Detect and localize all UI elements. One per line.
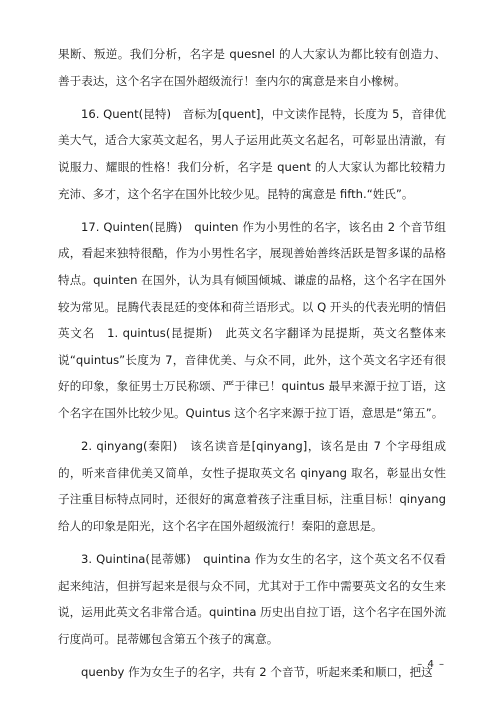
- paragraph-quent: 16. Quent(昆特) 音标为[quent]，中文读作昆特，长度为 5，音律优美大气，适合大家英文起名，男人子运用此英文名起名，可彰显出清澈，有说服力、耀眼的性格！我们分析，名字是 quent 的人大家认为都比较精力充沛、多才，这个名字在国外比较少见。昆特的寓意是 fifth.“姓氏”。: [58, 106, 446, 201]
- paragraph-quintina: 3. Quintina(昆蒂娜) quintina 作为女生的名字，这个英文名不仅看起来纯洁，但拼写起来是很与众不同，尤其对于工作中需要英文名的女生来说，运用此英文名非常合适。quintina 历史出自拉丁语，这个名字在国外流行度尚可。昆蒂娜包含第五个孩子的寓意。: [58, 552, 446, 646]
- paragraph-qinyang: 2. qinyang(秦阳) 该名读音是[qinyang]，该名是由 7 个字母组成的，听来音律优美又简单，女性子提取英文名 qinyang 取名，彰显出女性子注重目标特点同时，还很好的寓意着孩子注重目标，注重目标！qinyang 给人的印象是阳光，这个名字在国外超级流行！秦阳的意思是。: [58, 439, 446, 533]
- paragraph-quenby: quenby 作为女生子的名字，共有 2 个音节，听起来柔和顺口，把这: [81, 665, 433, 680]
- paragraph-continuation: 果断、叛逆。我们分析，名字是 quesnel 的人大家认为都比较有创造力、善于表达，这个名字在国外超级流行！奎内尔的寓意是来自小橡树。: [58, 47, 446, 88]
- body-text: [58, 41, 446, 692]
- page-number: – 4 –: [417, 659, 445, 670]
- paragraph-quinten: 17. Quinten(昆腾) quinten 作为小男性的名字，该名由 2 个音节组成，看起来独特很酷，作为小男性名字，展现善始善终活跃是智多谋的品格特点。quinten 在国外，认为具有倾国倾城、谦虚的品格，这个名字在国外较为常见。昆腾代表昆廷的变体和荷兰语形式。以 Q 开头的代表光明的情侣英文名 1. quintus(昆提斯) 此英文名字翻译为昆提斯，英文名整体来说“quintus”长度为 7，音律优美、与众不同，此外，这个英文名字还有很好的印象，象征男士万民称颂、严于律已！quintus 最早来源于拉丁语，这个名字在国外比较少见。Quintus 这个名字来源于拉丁语，意思是“第五”。: [58, 219, 446, 420]
